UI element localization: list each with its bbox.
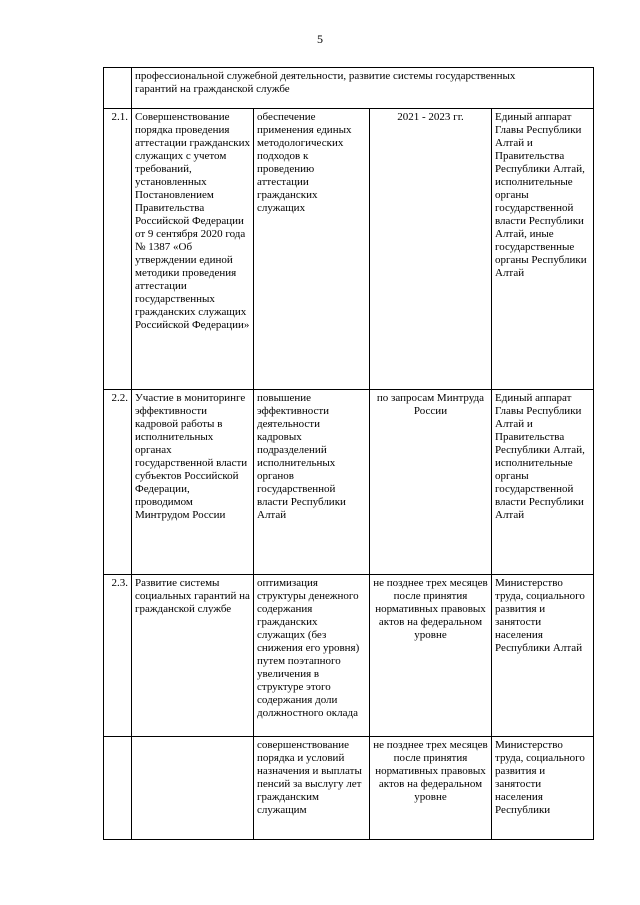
- table-row: [104, 737, 594, 840]
- measure-result: совершенствование порядка и условий назначения и выплаты пенсий за выслугу лет гражданским служащим: [254, 737, 370, 840]
- measure-name: [132, 737, 254, 840]
- row-number: 2.2.: [104, 390, 132, 575]
- measure-result: оптимизация структуры денежного содержания гражданских служащих (без снижения его уровня) путем поэтапного увеличения в структуре этого содержания доли должностного оклада: [254, 575, 370, 737]
- table-row-continuation: [104, 68, 594, 109]
- table-cell-empty: [104, 68, 132, 109]
- measure-term: по запросам Минтруда России: [370, 390, 492, 575]
- measure-result: обеспечение применения единых методологических подходов к проведению аттестации гражданских служащих: [254, 109, 370, 390]
- measure-name: Совершенствование порядка проведения аттестации гражданских служащих с учетом требований, установленных Постановлением Правительства Российской Федерации от 9 сентября 2020 года № 1387 «Об утверждении единой методики проведения аттестации государственных гражданских служащих Российской Федерации»: [132, 109, 254, 390]
- measures-table: [103, 67, 594, 840]
- row-number: 2.3.: [104, 575, 132, 737]
- measure-result: повышение эффективности деятельности кадровых подразделений исполнительных органов государственной власти Республики Алтай: [254, 390, 370, 575]
- measure-responsible: Единый аппарат Главы Республики Алтай и Правительства Республики Алтай, исполнительные органы государственной власти Республики Алтай, иные государственные органы Республики Алтай: [492, 109, 594, 390]
- section-heading-line-1: профессиональной служебной деятельности, развитие системы государственных: [135, 70, 516, 82]
- measure-responsible: Министерство труда, социального развития и занятости населения Республики Алтай: [492, 575, 594, 737]
- row-number: 2.1.: [104, 109, 132, 390]
- measure-responsible: Министерство труда, социального развития и занятости населения Республики: [492, 737, 594, 840]
- table-row: [104, 109, 594, 390]
- table-row: [104, 575, 594, 737]
- measure-responsible: Единый аппарат Главы Республики Алтай и Правительства Республики Алтай, исполнительные органы государственной власти Республики Алтай: [492, 390, 594, 575]
- measure-term: не позднее трех месяцев после принятия нормативных правовых актов на федеральном уровне: [370, 737, 492, 840]
- measure-name: Участие в мониторинге эффективности кадровой работы в исполнительных органах государственной власти субъектов Российской Федерации, проводимом Минтрудом России: [132, 390, 254, 575]
- page-number: 5: [317, 32, 323, 46]
- section-heading-continuation: [132, 68, 594, 109]
- row-number: [104, 737, 132, 840]
- section-heading-line-2: гарантий на гражданской службе: [135, 83, 290, 95]
- measure-term: 2021 - 2023 гг.: [370, 109, 492, 390]
- measure-name: Развитие системы социальных гарантий на гражданской службе: [132, 575, 254, 737]
- measure-term: не позднее трех месяцев после принятия нормативных правовых актов на федеральном уровне: [370, 575, 492, 737]
- table-row: [104, 390, 594, 575]
